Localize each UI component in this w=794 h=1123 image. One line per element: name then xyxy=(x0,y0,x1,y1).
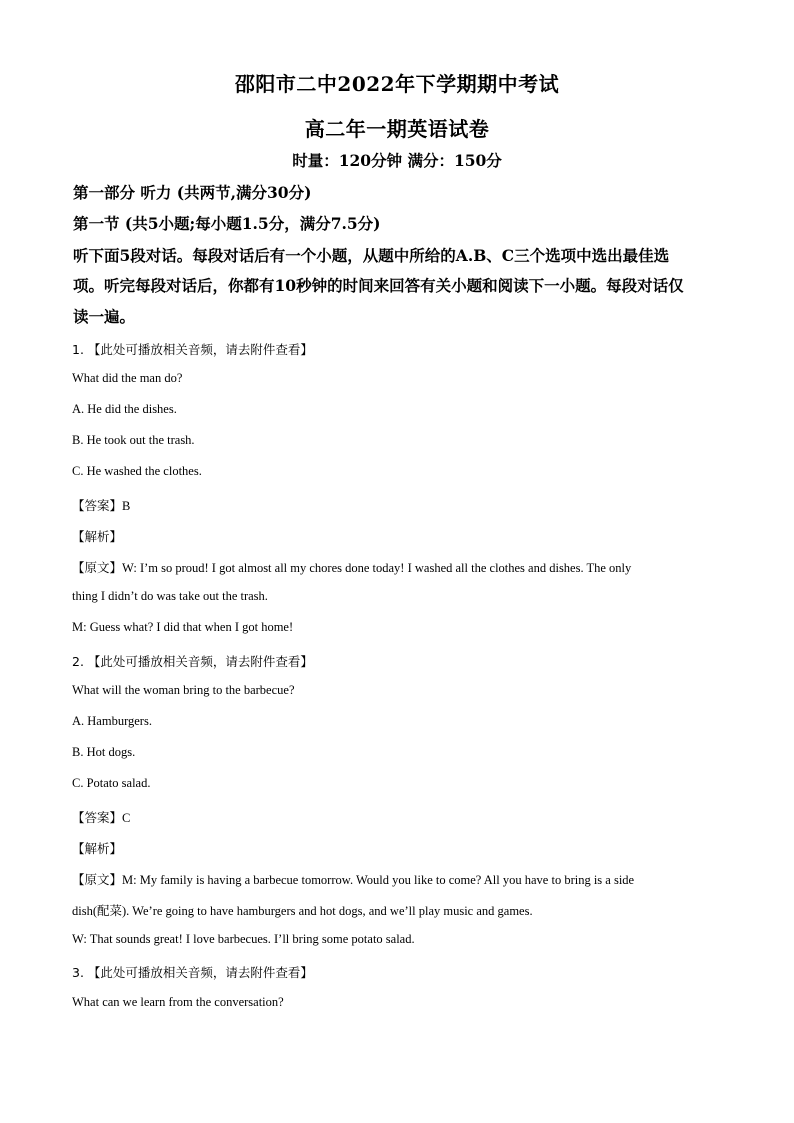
transcript-line: M: My family is having a barbecue tomorrow. Would you like to come? All you have to bring is a side xyxy=(122,873,635,887)
instruction-line: 听下面5段对话。每段对话后有一个小题，从题中所给的A.B、C三个选项中选出最佳选 xyxy=(73,246,670,265)
answer-value: B xyxy=(122,499,131,513)
option-c: C. He washed the clothes. xyxy=(72,464,202,478)
option-a: A. Hamburgers. xyxy=(72,714,152,728)
question-text: What will the woman bring to the barbecue? xyxy=(72,683,295,697)
answer-label: 【答案】 xyxy=(72,498,123,513)
answer-label: 【答案】 xyxy=(72,810,123,825)
section-title: 第一节 (共5小题;每小题1.5分，满分7.5分) xyxy=(73,214,381,233)
answer-row xyxy=(72,808,130,826)
answer-row xyxy=(72,496,130,514)
analysis-label: 【解析】 xyxy=(72,841,123,856)
question-text: What did the man do? xyxy=(72,371,183,385)
transcript-row xyxy=(72,870,634,888)
transcript-line: M: Guess what? I did that when I got home! xyxy=(72,620,294,634)
transcript-row xyxy=(72,558,631,576)
part-title: 第一部分 听力 (共两节,满分30分) xyxy=(73,183,312,202)
exam-title: 邵阳市二中2022年下学期期中考试 xyxy=(234,72,560,96)
option-a: A. He did the dishes. xyxy=(72,402,177,416)
audio-note-link[interactable]: 2. 【此处可播放相关音频，请去附件查看】 xyxy=(72,654,313,669)
option-c: C. Potato salad. xyxy=(72,776,151,790)
analysis-label: 【解析】 xyxy=(72,529,123,544)
instruction-line: 读一遍。 xyxy=(73,307,136,326)
exam-subject-title: 高二年一期英语试卷 xyxy=(304,117,490,141)
transcript-line: W: That sounds great! I love barbecues. I’ll bring some potato salad. xyxy=(72,932,415,946)
answer-value: C xyxy=(122,811,131,825)
audio-note-link[interactable]: 3. 【此处可播放相关音频，请去附件查看】 xyxy=(72,965,313,980)
option-b: B. Hot dogs. xyxy=(72,745,136,759)
transcript-line: W: I’m so proud! I got almost all my chores done today! I washed all the clothes and dishes. The only xyxy=(122,561,632,575)
exam-time-score: 时量：120分钟 满分：150分 xyxy=(292,151,502,170)
option-b: B. He took out the trash. xyxy=(72,433,195,447)
transcript-label: 【原文】 xyxy=(72,560,123,575)
audio-note-link[interactable]: 1. 【此处可播放相关音频，请去附件查看】 xyxy=(72,342,313,357)
transcript-line: thing I didn’t do was take out the trash. xyxy=(72,589,268,603)
transcript-line: dish(配菜). We’re going to have hamburgers and hot dogs, and we’ll play music and games. xyxy=(72,904,533,918)
instruction-line: 项。听完每段对话后，你都有10秒钟的时间来回答有关小题和阅读下一小题。每段对话仅 xyxy=(73,276,684,295)
transcript-label: 【原文】 xyxy=(72,872,123,887)
question-text: What can we learn from the conversation? xyxy=(72,995,284,1009)
